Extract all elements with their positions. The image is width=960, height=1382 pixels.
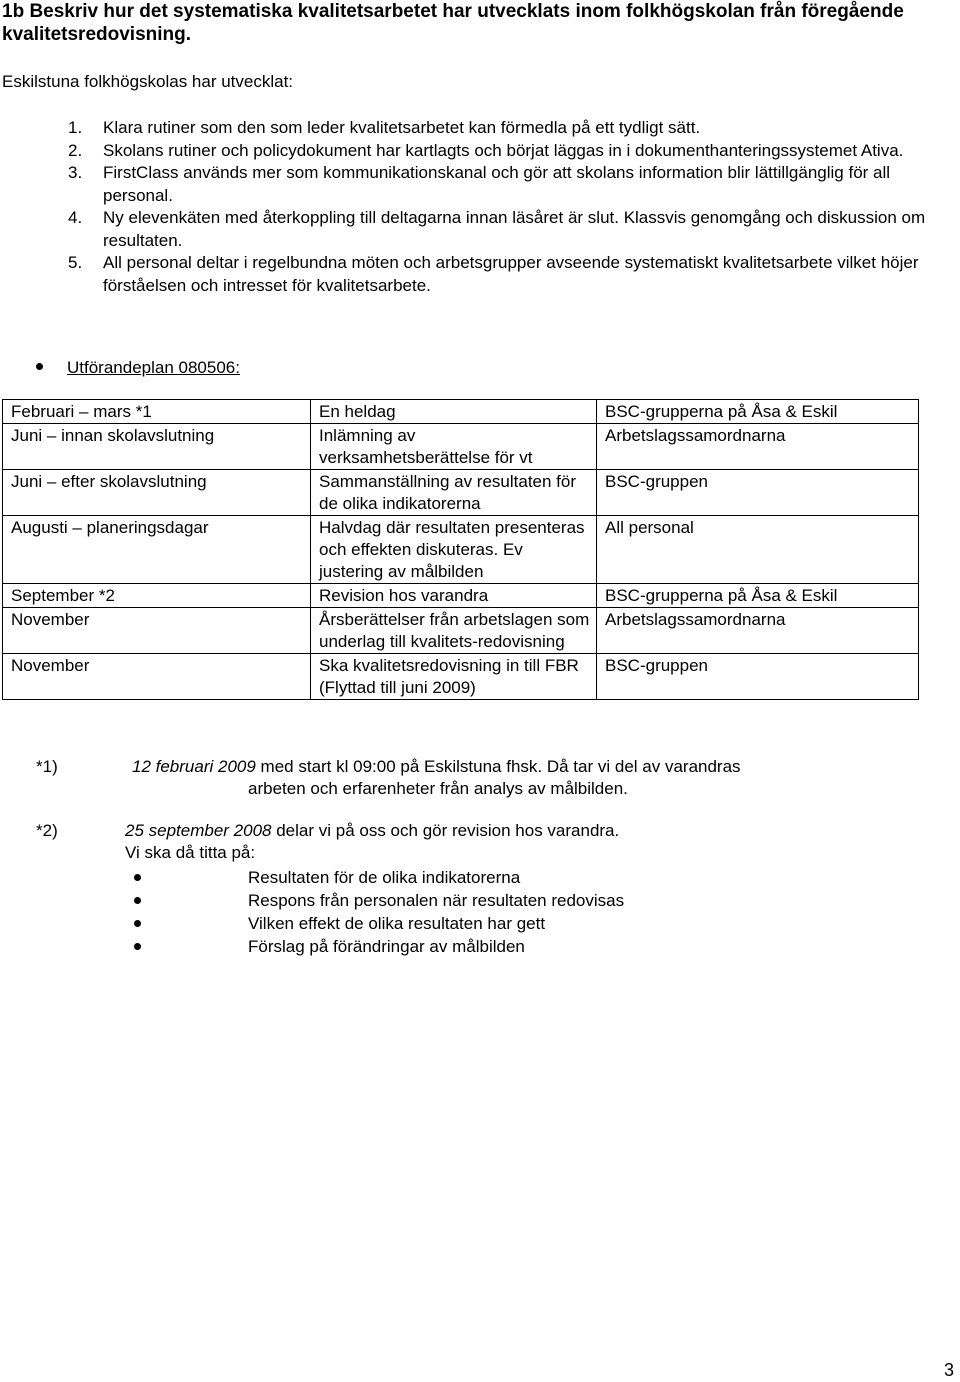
footnote-line-2: arbeten och erfarenheter från analys av målbilden. (248, 779, 628, 798)
footnote-line (125, 820, 885, 842)
item-number: 4. (68, 208, 83, 227)
table-row (3, 584, 919, 608)
cell-when: Juni – efter skolavslutning (3, 470, 311, 516)
cell-when: Augusti – planeringsdagar (3, 516, 311, 584)
item-number: 5. (68, 253, 83, 272)
cell-what: Halvdag där resultaten presenteras och effekten diskuteras. Ev justering av målbilden (311, 516, 597, 584)
footnote-body (132, 756, 892, 800)
cell-who: BSC-grupperna på Åsa & Eskil (597, 400, 919, 424)
bullet-icon (134, 943, 141, 950)
list-item (130, 935, 624, 958)
review-points-list (130, 866, 624, 958)
cell-what: Inlämning av verksamhetsberättelse för vt (311, 424, 597, 470)
plan-table (2, 399, 919, 700)
item-text: Ny elevenkäten med återkoppling till deltagarna innan läsåret är slut. Klassvis genomgång och diskussion om resultaten. (103, 208, 926, 250)
bullet-text: Vilken effekt de olika resultaten har gett (248, 914, 546, 933)
page-number: 3 (944, 1360, 955, 1380)
cell-what: Ska kvalitetsredovisning in till FBR (Flyttad till juni 2009) (311, 654, 597, 700)
cell-who: BSC-gruppen (597, 654, 919, 700)
table-row (3, 654, 919, 700)
list-item (130, 912, 624, 935)
footnote-line-2: Vi ska då titta på: (125, 843, 256, 862)
list-item (130, 889, 624, 912)
cell-what: En heldag (311, 400, 597, 424)
table-row (3, 516, 919, 584)
cell-what: Årsberättelser från arbetslagen som underlag till kvalitets-redovisning (311, 608, 597, 654)
bullet-icon (134, 920, 141, 927)
section-heading: 1b Beskriv hur det systematiska kvalitetsarbetet har utvecklats inom folkhögskolan från föregående kvalitetsredovisning. (2, 1, 904, 45)
list-item (68, 117, 958, 140)
intro-text: Eskilstuna folkhögskolas har utvecklat: (2, 72, 294, 91)
cell-who: BSC-grupperna på Åsa & Eskil (597, 584, 919, 608)
item-number: 2. (68, 140, 83, 160)
footnote-date: 25 september 2008 (125, 821, 272, 840)
item-text: Skolans rutiner och policydokument har kartlagts och börjat läggas in i dokumenthanteringssystemet Ativa. (103, 140, 904, 160)
footnote-text: delar vi på oss och gör revision hos varandra. (271, 821, 620, 840)
list-item (68, 162, 958, 207)
cell-who: Arbetslagssamordnarna (597, 608, 919, 654)
cell-what: Sammanställning av resultaten för de olika indikatorerna (311, 470, 597, 516)
cell-when: Juni – innan skolavslutning (3, 424, 311, 470)
footnote-line (132, 756, 892, 778)
cell-when: November (3, 654, 311, 700)
cell-who: Arbetslagssamordnarna (597, 424, 919, 470)
cell-who: All personal (597, 516, 919, 584)
footnote-text: med start kl 09:00 på Eskilstuna fhsk. Då tar vi del av varandras (255, 757, 741, 776)
list-item (130, 866, 624, 889)
table-row (3, 608, 919, 654)
footnote-body (125, 820, 885, 864)
list-item (68, 252, 958, 297)
list-item (68, 140, 958, 163)
cell-who: BSC-gruppen (597, 470, 919, 516)
cell-when: November (3, 608, 311, 654)
bullet-text: Resultaten för de olika indikatorerna (248, 868, 521, 887)
plan-title: Utförandeplan 080506: (67, 358, 240, 377)
item-text: Klara rutiner som den som leder kvalitetsarbetet kan förmedla på ett tydligt sätt. (103, 118, 701, 137)
developments-list (68, 117, 958, 297)
item-number: 1. (68, 118, 83, 137)
cell-when: Februari – mars *1 (3, 400, 311, 424)
table-row (3, 400, 919, 424)
plan-title-row (36, 357, 240, 379)
item-number: 3. (68, 163, 83, 182)
list-item (68, 207, 958, 252)
bullet-text: Förslag på förändringar av målbilden (248, 937, 525, 956)
table-row (3, 424, 919, 470)
bullet-icon (134, 874, 141, 881)
cell-when: September *2 (3, 584, 311, 608)
footnote-date: 12 februari 2009 (132, 757, 256, 776)
bullet-icon (36, 363, 43, 370)
item-text: FirstClass används mer som kommunikationskanal och gör att skolans information blir lättillgänglig för all personal. (103, 163, 891, 205)
cell-what: Revision hos varandra (311, 584, 597, 608)
table-row (3, 470, 919, 516)
bullet-text: Respons från personalen när resultaten redovisas (248, 891, 625, 910)
bullet-icon (134, 897, 141, 904)
footnote-label: *1) (36, 757, 58, 776)
footnote-label: *2) (36, 821, 58, 840)
item-text: All personal deltar i regelbundna möten och arbetsgrupper avseende systematiskt kvalitetsarbete vilket höjer förståelsen och intresset för kvalitetsarbete. (103, 253, 919, 295)
